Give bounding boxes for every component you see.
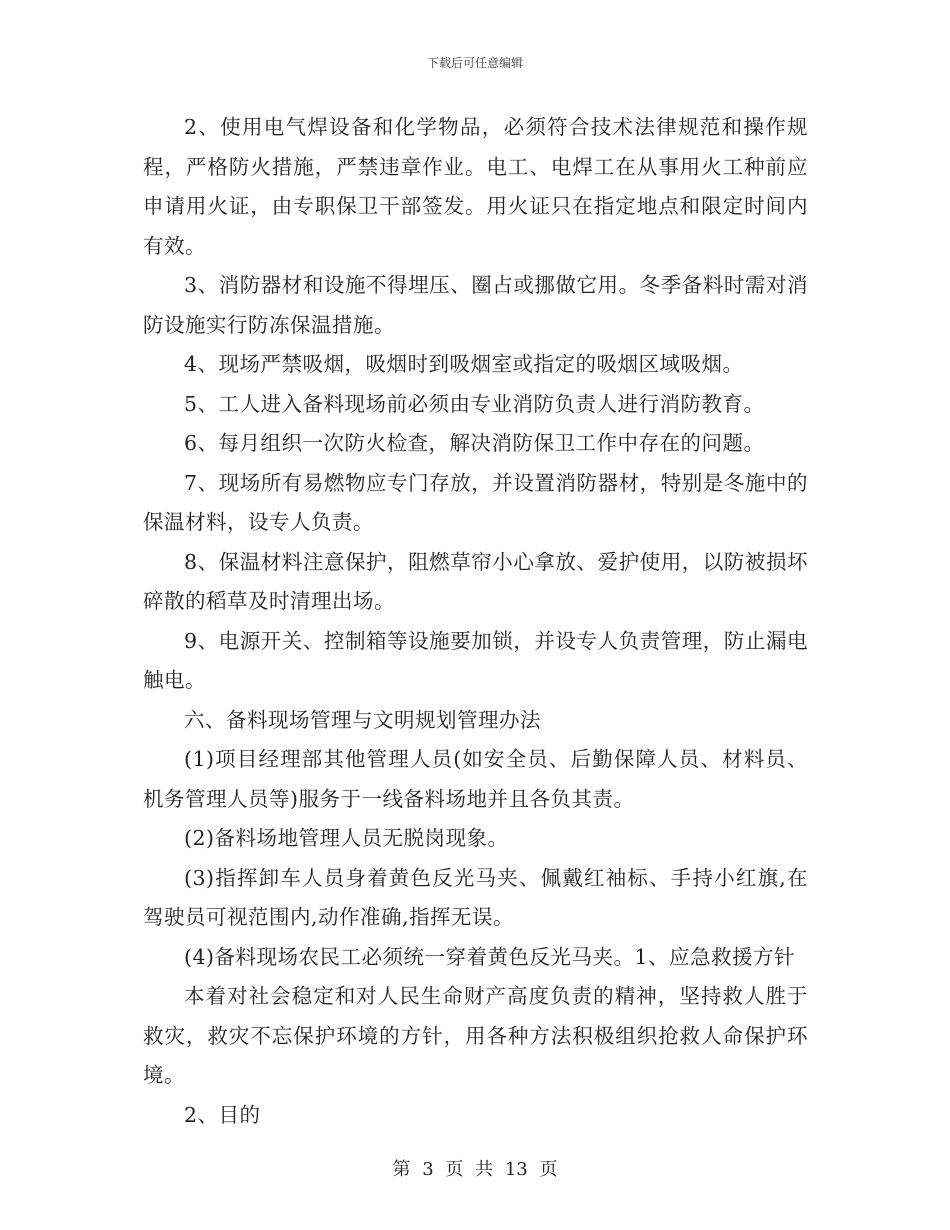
paragraph: 8、保温材料注意保护，阻燃草帘小心拿放、爱护使用，以防被损坏碎散的稻草及时清理出场。	[143, 549, 808, 613]
paragraph: 2、使用电气焊设备和化学物品，必须符合技术法律规范和操作规程，严格防火措施，严禁违章作业。电工、电焊工在从事用火工种前应申请用火证，由专职保卫干部签发。用火证只在指定地点和限定时间内有效。	[143, 115, 808, 258]
paragraph: (2)备料场地管理人员无脱岗现象。	[184, 826, 509, 850]
paragraph: 7、现场所有易燃物应专门存放，并设置消防器材，特别是冬施中的保温材料，设专人负责。	[143, 470, 808, 534]
section-heading: 六、备料现场管理与文明规划管理办法	[184, 707, 541, 732]
paragraph: 4、现场严禁吸烟，吸烟时到吸烟室或指定的吸烟区域吸烟。	[184, 352, 744, 376]
document-body	[143, 108, 808, 1135]
paragraph: 3、消防器材和设施不得埋压、圈占或挪做它用。冬季备料时需对消防设施实行防冻保温措施。	[143, 273, 808, 337]
paragraph: (4)备料现场农民工必须统一穿着黄色反光马夹。1、应急救援方针	[184, 944, 796, 969]
paragraph: 5、工人进入备料现场前必须由专业消防负责人进行消防教育。	[184, 391, 765, 416]
page-header: 下载后可任意编辑	[426, 56, 523, 70]
page-footer: 第 3 页 共 13 页	[392, 1159, 558, 1180]
section-heading: 2、目的	[184, 1102, 261, 1127]
paragraph: 本着对社会稳定和对人民生命财产高度负责的精神，坚持救人胜于救灾，救灾不忘保护环境的方针，用各种方法积极组织抢救人命保护环境。	[143, 984, 808, 1087]
paragraph: 6、每月组织一次防火检查，解决消防保卫工作中存在的问题。	[184, 431, 765, 455]
paragraph: (3)指挥卸车人员身着黄色反光马夹、佩戴红袖标、手持小红旗,在驾驶员可视范围内,动作准确,指挥无误。	[143, 865, 808, 929]
paragraph: (1)项目经理部其他管理人员(如安全员、后勤保障人员、材料员、机务管理人员等)服务于一线备料场地并且各负其责。	[143, 747, 808, 811]
paragraph: 9、电源开关、控制箱等设施要加锁，并设专人负责管理，防止漏电触电。	[143, 628, 808, 692]
